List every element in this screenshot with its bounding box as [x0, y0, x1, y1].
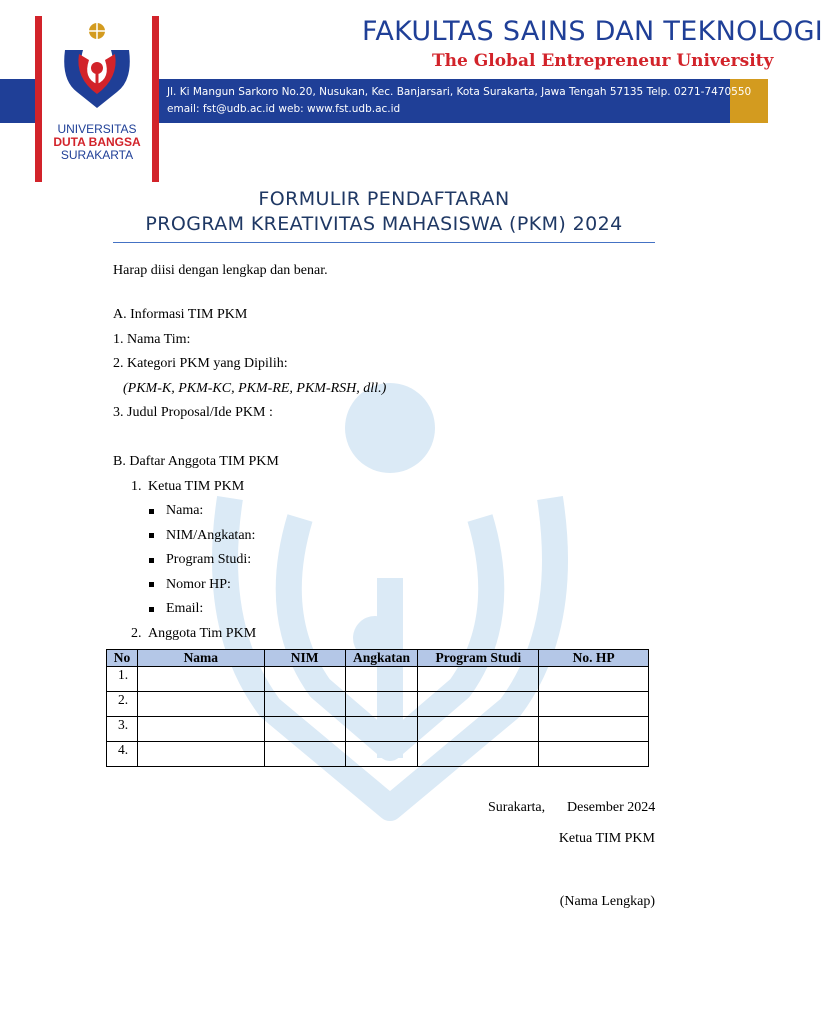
- row-number: 4.: [107, 742, 138, 767]
- list-number: 1.: [131, 479, 142, 494]
- members-table: [106, 649, 649, 767]
- leader-field-prodi: Program Studi:: [166, 552, 252, 567]
- logo-left-bar: [35, 16, 42, 182]
- univ-name-line3: SURAKARTA: [60, 148, 134, 162]
- section-a-heading: A. Informasi TIM PKM: [113, 307, 248, 322]
- leader-field-nim: NIM/Angkatan:: [166, 528, 256, 543]
- category-field: 2. Kategori PKM yang Dipilih:: [113, 356, 288, 371]
- form-title-line2: PROGRAM KREATIVITAS MAHASISWA (PKM) 2024: [145, 213, 623, 235]
- address-line: Jl. Ki Mangun Sarkoro No.20, Nusukan, Kec. Banjarsari, Kota Surakarta, Jawa Tengah 57135 Telp. 0271-7470550: [167, 86, 752, 98]
- cell-angkatan[interactable]: [345, 717, 418, 742]
- leader-field-email: Email:: [166, 601, 204, 616]
- bullet-icon: [149, 582, 154, 587]
- cell-hp[interactable]: [539, 692, 649, 717]
- col-header-no: No: [107, 650, 138, 667]
- cell-angkatan[interactable]: [345, 692, 418, 717]
- proposal-title-field: 3. Judul Proposal/Ide PKM :: [113, 405, 273, 420]
- cell-nama[interactable]: [137, 717, 264, 742]
- signature-date: Desember 2024: [567, 800, 656, 815]
- category-note: (PKM-K, PKM-KC, PKM-RE, PKM-RSH, dll.): [123, 381, 387, 396]
- cell-prodi[interactable]: [418, 742, 539, 767]
- row-number: 3.: [107, 717, 138, 742]
- cell-nama[interactable]: [137, 692, 264, 717]
- col-header-nama: Nama: [137, 650, 264, 667]
- cell-angkatan[interactable]: [345, 742, 418, 767]
- cell-nim[interactable]: [264, 692, 345, 717]
- cell-hp[interactable]: [539, 717, 649, 742]
- univ-name-line1: UNIVERSITAS: [57, 122, 137, 136]
- cell-hp[interactable]: [539, 742, 649, 767]
- cell-angkatan[interactable]: [345, 667, 418, 692]
- cell-nim[interactable]: [264, 742, 345, 767]
- leader-heading: Ketua TIM PKM: [148, 479, 245, 494]
- leader-field-phone: Nomor HP:: [166, 577, 231, 592]
- team-name-field: 1. Nama Tim:: [113, 332, 191, 347]
- bullet-icon: [149, 607, 154, 612]
- members-heading: Anggota Tim PKM: [148, 626, 257, 641]
- row-number: 1.: [107, 667, 138, 692]
- university-tagline: The Global Entrepreneur University: [432, 51, 774, 71]
- col-header-prodi: Program Studi: [418, 650, 539, 667]
- table-row: [107, 692, 649, 717]
- signature-name: (Nama Lengkap): [559, 894, 655, 909]
- col-header-hp: No. HP: [539, 650, 649, 667]
- form-title-line1: FORMULIR PENDAFTARAN: [258, 188, 510, 210]
- bullet-icon: [149, 558, 154, 563]
- bullet-icon: [149, 509, 154, 514]
- cell-nama[interactable]: [137, 667, 264, 692]
- contact-line: email: fst@udb.ac.id web: www.fst.udb.ac.id: [167, 103, 401, 115]
- section-b-heading: B. Daftar Anggota TIM PKM: [113, 454, 279, 469]
- cell-nama[interactable]: [137, 742, 264, 767]
- faculty-name: FAKULTAS SAINS DAN TEKNOLOGI: [362, 16, 823, 47]
- signature-city: Surakarta,: [488, 800, 546, 815]
- leader-field-name: Nama:: [166, 503, 204, 518]
- title-divider: [113, 242, 655, 243]
- table-row: [107, 667, 649, 692]
- cell-prodi[interactable]: [418, 717, 539, 742]
- table-row: [107, 717, 649, 742]
- univ-name-line2: DUTA BANGSA: [53, 135, 141, 149]
- intro-text: Harap diisi dengan lengkap dan benar.: [113, 263, 328, 278]
- university-logo: [55, 20, 139, 116]
- cell-prodi[interactable]: [418, 667, 539, 692]
- row-number: 2.: [107, 692, 138, 717]
- signature-role: Ketua TIM PKM: [558, 831, 655, 846]
- cell-nim[interactable]: [264, 717, 345, 742]
- cell-hp[interactable]: [539, 667, 649, 692]
- bullet-icon: [149, 533, 154, 538]
- cell-prodi[interactable]: [418, 692, 539, 717]
- logo-right-bar: [152, 16, 159, 182]
- cell-nim[interactable]: [264, 667, 345, 692]
- col-header-nim: NIM: [264, 650, 345, 667]
- table-row: [107, 742, 649, 767]
- table-header-row: [107, 650, 649, 667]
- col-header-angkatan: Angkatan: [345, 650, 418, 667]
- list-number: 2.: [131, 626, 142, 641]
- watermark-logo: [190, 378, 590, 858]
